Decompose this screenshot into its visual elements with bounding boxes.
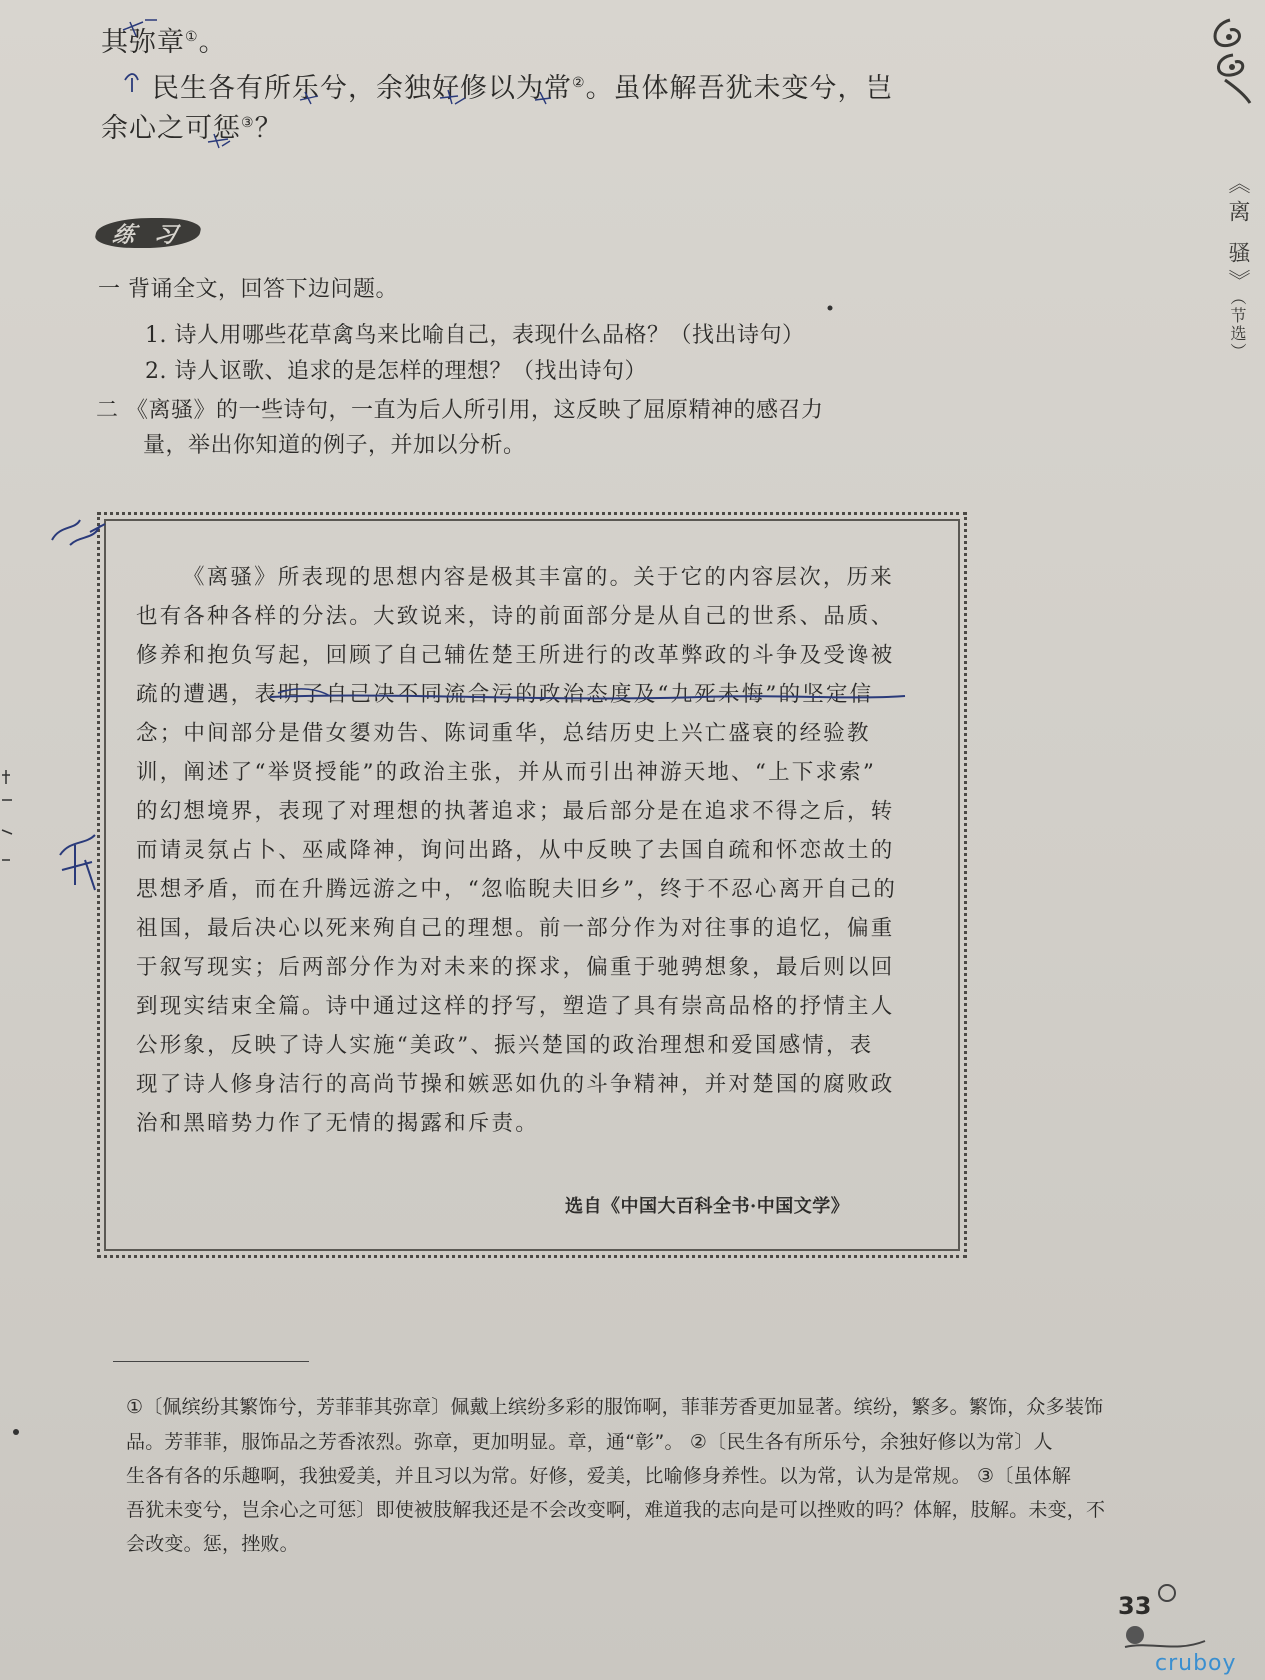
verse-text: 余心之可惩: [101, 113, 241, 144]
reading-line: 训，阐述了“举贤授能”的政治主张，并从而引出神游天地、“上下求索”: [136, 760, 877, 785]
footnote-line: ①〔佩缤纷其繁饰兮，芳菲菲其弥章〕佩戴上缤纷多彩的服饰啊，菲菲芳香更加显著。缤纷，繁多。繁饰，众多装饰: [126, 1396, 1104, 1418]
reading-line: 现了诗人修身洁行的高尚节操和嫉恶如仇的斗争精神，并对楚国的腐败政: [136, 1072, 895, 1097]
footnote-line: 生各有各的乐趣啊，我独爱美，并且习以为常。好修，爱美，比喻修身养性。以为常，认为是常规。 ③〔虽体解: [126, 1465, 1072, 1487]
exercise-q2-line-1: 二 《离骚》的一些诗句，一直为后人所引用，这反映了屈原精神的感召力: [96, 398, 824, 423]
reading-line: 思想矛盾，而在升腾远游之中，“忽临睨夫旧乡”，终于不忍心离开自己的: [136, 877, 898, 902]
footnote-line: 会改变。惩，挫败。: [126, 1533, 299, 1555]
reading-source: 选自《中国大百科全书·中国文学》: [565, 1196, 850, 1217]
footnote-mark: ②: [572, 75, 586, 91]
reading-line: 《离骚》所表现的思想内容是极其丰富的。关于它的内容层次，历来: [183, 565, 895, 590]
reading-line: 于叙写现实；后两部分作为对未来的探求，偏重于驰骋想象，最后则以回: [136, 955, 895, 980]
footnote-line: 品。芳菲菲，服饰品之芳香浓烈。弥章，更加明显。章，通“彰”。 ②〔民生各有所乐兮，余独好修以为常〕人: [126, 1431, 1053, 1453]
verse-text: 民生各有所乐兮，余独好修以为常: [152, 73, 572, 104]
reading-line: 的幻想境界，表现了对理想的执著追求；最后部分是在追求不得之后，转: [136, 799, 895, 824]
reading-line: 到现实结束全篇。诗中通过这样的抒写，塑造了具有崇高品格的抒情主人: [136, 994, 895, 1019]
footnote-mark: ①: [185, 29, 199, 45]
verse-punct: 。: [198, 27, 227, 58]
reading-line: 修养和抱负写起，回顾了自己辅佐楚王所进行的改革弊政的斗争及受谗被: [136, 643, 895, 668]
verse-text: 其弥章: [101, 27, 185, 58]
footnote-line: 吾犹未变兮，岂余心之可惩〕即使被肢解我还是不会改变啊，难道我的志向是可以挫败的吗？体解，肢解。未变，不: [126, 1499, 1106, 1521]
reading-line: 祖国，最后决心以死来殉自己的理想。前一部分作为对往事的追忆，偏重: [136, 916, 895, 941]
reading-line: 也有各种各样的分法。大致说来，诗的前面部分是从自己的世系、品质、: [136, 604, 895, 629]
exercise-q1-2: 2. 诗人讴歌、追求的是怎样的理想？（找出诗句）: [145, 359, 647, 384]
exercise-q2-line-2: 量，举出你知道的例子，并加以分析。: [143, 433, 526, 458]
reading-line: 治和黑暗势力作了无情的揭露和斥责。: [136, 1111, 539, 1136]
side-title-sub: （节选）: [1228, 297, 1247, 361]
exercise-tag-label: 练 习: [110, 221, 186, 248]
footnote-mark: ③: [241, 115, 255, 131]
side-title-main: 《离 骚》: [1225, 172, 1250, 297]
exercise-q1: 一 背诵全文，回答下边问题。: [98, 277, 398, 302]
page-number: 33: [1118, 1592, 1152, 1620]
reading-line: 疏的遭遇，表明了自己决不同流合污的政治态度及“九死未悔”的坚定信: [136, 682, 874, 707]
verse-text: 。虽体解吾犹未变兮，岂: [585, 73, 894, 104]
reading-line: 念；中间部分是借女嬃劝告、陈词重华，总结历史上兴亡盛衰的经验教: [136, 721, 871, 746]
reading-line: 而请灵氛占卜、巫咸降神，询问出路，从中反映了去国自疏和怀恋故土的: [136, 838, 895, 863]
reading-line: 公形象，反映了诗人实施“美政”、振兴楚国的政治理想和爱国感情，表: [136, 1033, 874, 1058]
exercise-q1-1: 1. 诗人用哪些花草禽鸟来比喻自己，表现什么品格？（找出诗句）: [145, 323, 805, 348]
verse-punct: ？: [254, 113, 283, 144]
watermark-text: cruboy: [1155, 1651, 1237, 1676]
